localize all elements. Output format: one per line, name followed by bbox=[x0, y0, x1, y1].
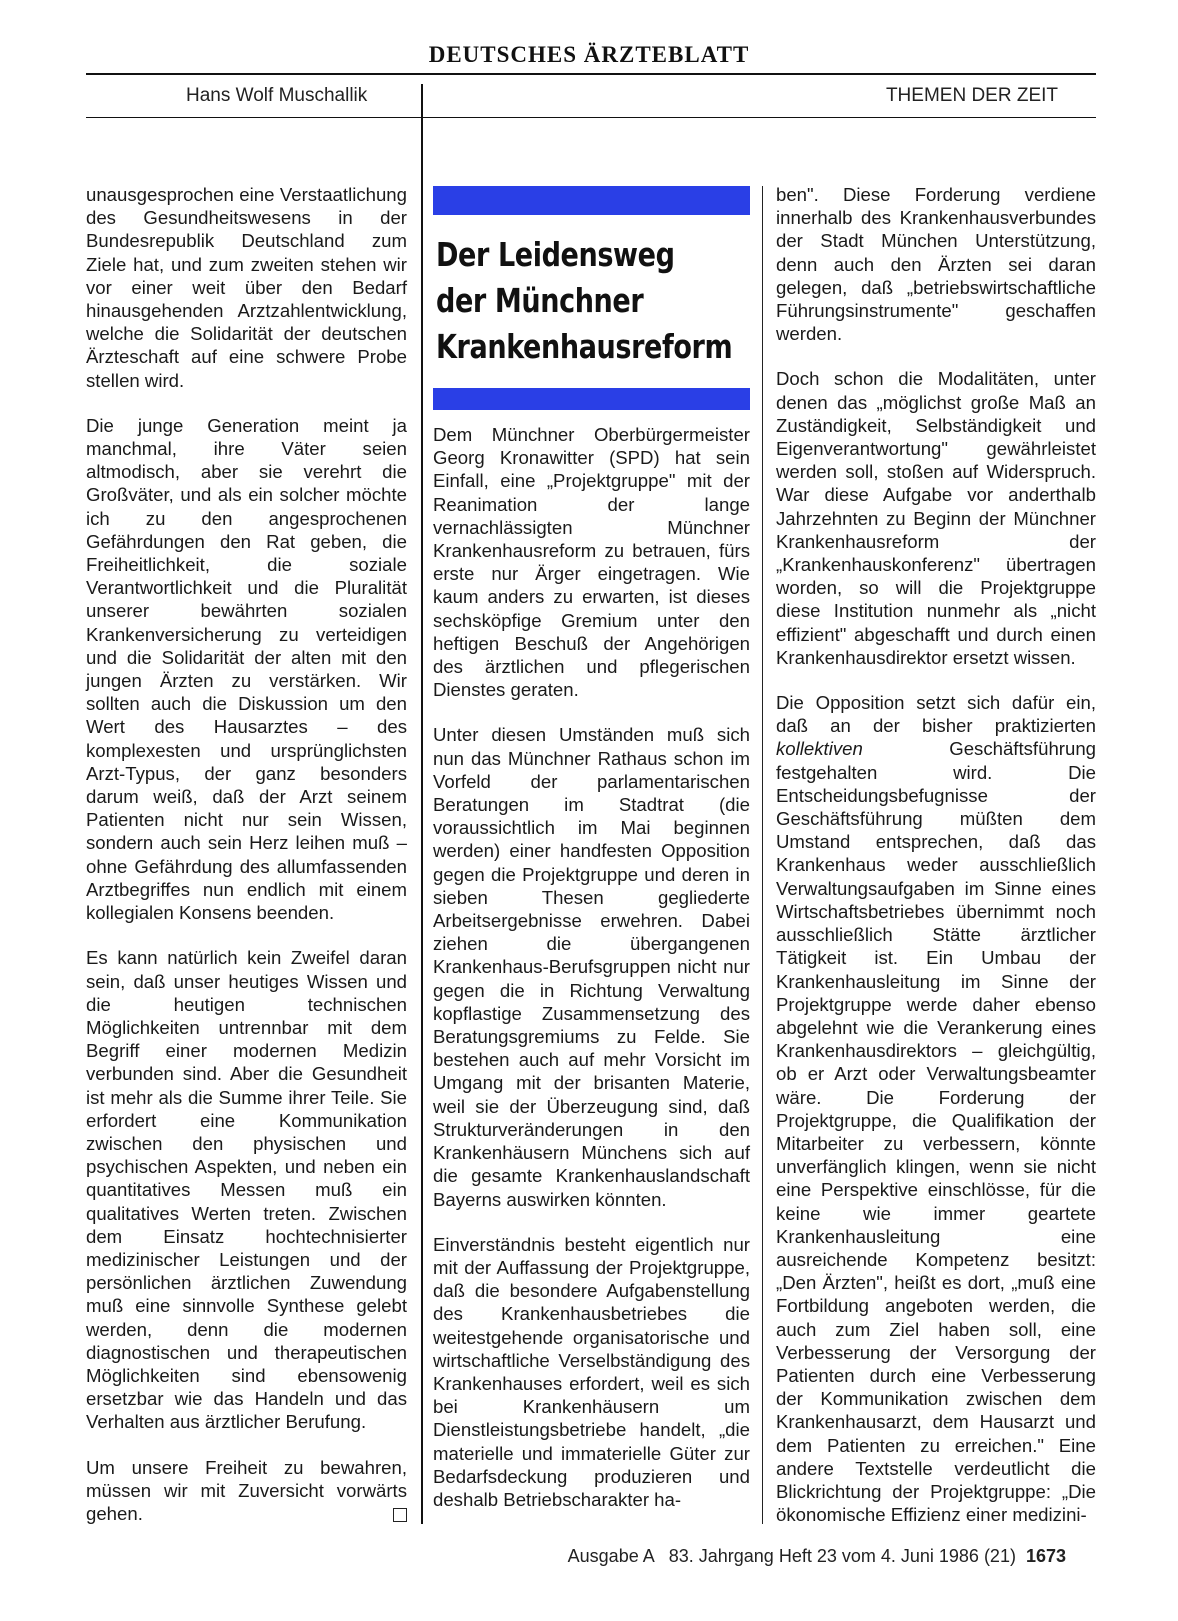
paragraph: ben". Diese Forderung verdiene innerhalb des Krankenhausverbundes der Stadt München Unterstützung, denn auch den Ärzten sei daran gelegen, daß „betriebswirtschaftliche Führungsinstrumente" geschaffen werden. bbox=[776, 184, 1096, 345]
paragraph: unausgesprochen eine Verstaatlichung des Gesundheitswesens in der Bundesrepublik Deutschland zum Ziele hat, und zum zweiten stehen wir vor einer weit über den Bedarf hinausgehenden Arztzahlentwicklung, welche die Solidarität der deutschen Ärzteschaft auf eine schwere Probe stellen wird. bbox=[86, 184, 407, 391]
header-rule bbox=[86, 117, 1096, 118]
paragraph-text: Geschäftsführung festgehalten wird. Die Entscheidungsbefugnisse der Geschäftsführung müßten dem Umstand entsprechen, daß das Krankenhaus weder ausschließlich Verwaltungsaufgaben im Sinne eines Wirtschaftsbetriebes übernimmt noch ausschließlich Stätte ärztlicher Tätigkeit ist. Ein Umbau der Krankenhausleitung im Sinne der Projektgruppe werde daher ebenso abgelehnt wie die Verankerung eines Krankenhausdirektors – gleichgültig, ob er Arzt oder Verwaltungsbeamter wäre. Die Forderung der Projektgruppe, die Qualifikation der Mitarbeiter zu verbessern, könnte unverfänglich klingen, wenn sie nicht eine Perspektive einschlösse, für die keine wie immer geartete Krankenhausleitung eine ausreichende Kompetenz besitzt: „Den Ärzten", heißt es dort, „muß eine Fortbildung angeboten werden, die auch zum Ziel haben soll, eine Verbesserung der Versorgung der Patienten durch eine Verbesserung der Kommunikation zwischen dem Krankenhausarzt, dem Hausarzt und dem Patienten zu erreichen." Eine andere Textstelle verdeutlicht die Blickrichtung der Projektgruppe: „Die ökonomische Effizienz einer medizini- bbox=[776, 738, 1096, 1526]
column-2 bbox=[433, 423, 750, 1533]
paragraph: Es kann natürlich kein Zweifel daran sein, daß unser heutiges Wissen und die heutigen technischen Möglichkeiten untrennbar mit dem Begriff einer modernen Medizin verbunden sind. Aber die Gesundheit ist mehr als die Summe ihrer Teile. Sie erfordert eine Kommunikation zwischen den physischen und psychischen Aspekten, und neben ein quantitatives Messen muß ein qualitatives Werten treten. Zwischen dem Einsatz hochtechnisierter medizinischer Leistungen und der persönlichen ärztlichen Zuwendung muß eine sinnvolle Synthese gelebt werden, denn die modernen diagnostischen und therapeutischen Möglichkeiten sind ebensowenig ersetzbar wie das Handeln und das Verhalten aus ärztlicher Berufung. bbox=[86, 947, 407, 1433]
column-1 bbox=[86, 183, 407, 1547]
paragraph: Dem Münchner Oberbürgermeister Georg Kronawitter (SPD) hat sein Einfall, eine „Projektgruppe" mit der Reanimation der lange vernachlässigten Münchner Krankenhausreform zu betrauen, fürs erste nur Ärger eingetragen. Wie kaum anders zu erwarten, ist dieses sechsköpfige Gremium unter den heftigen Beschuß der Angehörigen des ärztlichen und pflegerischen Dienstes geraten. bbox=[433, 424, 750, 701]
paragraph-final bbox=[86, 1456, 407, 1526]
column-divider-secondary bbox=[762, 186, 763, 1524]
paragraph bbox=[776, 691, 1096, 1526]
end-of-article-icon bbox=[393, 1508, 407, 1522]
masthead: DEUTSCHES ÄRZTEBLATT bbox=[428, 42, 750, 67]
headline-line: Der Leidensweg bbox=[436, 235, 675, 274]
page-number: 1673 bbox=[1025, 1546, 1066, 1566]
issue-info: Ausgabe A 83. Jahrgang Heft 23 vom 4. Juni 1986 (21) bbox=[567, 1546, 1016, 1566]
page-footer bbox=[568, 1546, 1066, 1567]
paragraph-text: Die Opposition setzt sich dafür ein, daß an der bisher praktizierten bbox=[776, 692, 1096, 737]
paragraph: Einverständnis besteht eigentlich nur mit der Auffassung der Projektgruppe, daß die besondere Aufgabenstellung des Krankenhausbetriebes die weitestgehende organisatorische und wirtschaftliche Verselbständigung des Krankenhauses erfordert, weil es sich bei Krankenhäusern um Dienstleistungsbetriebe handelt, „die materielle und immaterielle Güter zur Bedarfsdeckung produzieren und deshalb Betriebscharakter ha- bbox=[433, 1233, 750, 1510]
column-divider-main bbox=[421, 84, 423, 1524]
section-title: THEMEN DER ZEIT bbox=[885, 85, 1058, 106]
headline-bar-top bbox=[433, 186, 750, 215]
headline-line: der Münchner bbox=[436, 281, 644, 320]
column-3 bbox=[776, 183, 1096, 1548]
paragraph: Die junge Generation meint ja manchmal, ihre Väter seien altmodisch, aber sie verehrt die Großväter, und als ein solcher möchte ich zu den angesprochenen Gefährdungen den Rat geben, die Freiheitlichkeit, die soziale Verantwortlichkeit und die Pluralität unserer bewährten sozialen Krankenversicherung zu verteidigen und die Solidarität der alten mit den jungen Ärzten zu verstärken. Wir sollten auch die Diskussion um den Wert des Hausarztes – des komplexesten und ursprünglichsten Arzt-Typus, der ganz besonders darum weiß, daß der Arzt seinem Patienten nicht nur sein Wissen, sondern auch sein Herz leihen muß – ohne Gefährdung des allumfassenden Arztbegriffes nun endlich mit einem kollegialen Konsens beenden. bbox=[86, 414, 407, 924]
paragraph-text: Um unsere Freiheit zu bewahren, müssen wir mit Zuversicht vorwärts gehen. bbox=[86, 1456, 407, 1524]
article-headline bbox=[436, 232, 733, 370]
headline-line: Krankenhausreform bbox=[436, 327, 733, 366]
masthead-rule bbox=[86, 73, 1096, 75]
paragraph: Doch schon die Modalitäten, unter denen das „möglichst große Maß an Zuständigkeit, Selbständigkeit und Eigenverantwortung" gewährleistet werden soll, stoßen auf Widerspruch. War diese Aufgabe vor anderthalb Jahrzehnten zu Beginn der Münchner Krankenhausreform der „Krankenhauskonferenz" übertragen worden, so will die Projektgruppe diese Institution nunmehr als „nicht effizient" abgeschafft und durch einen Krankenhausdirektor ersetzt wissen. bbox=[776, 368, 1096, 668]
headline-bar-bottom bbox=[433, 388, 750, 410]
paragraph: Unter diesen Umständen muß sich nun das Münchner Rathaus schon im Vorfeld der parlamentarischen Beratungen im Stadtrat (die voraussichtlich im Mai beginnen werden) einer handfesten Opposition gegen die Projektgruppe und deren in sieben Thesen gegliederte Arbeitsergebnisse erwehren. Dabei ziehen die übergangenen Krankenhaus-Berufsgruppen nicht nur gegen die in Richtung Verwaltung kopflastige Zusammensetzung des Beratungsgremiums zu Felde. Sie bestehen auch auf mehr Vorsicht im Umgang mit der brisanten Materie, weil sie der Überzeugung sind, daß Strukturveränderungen in den Krankenhäusern Münchens sich auf die gesamte Krankenhauslandschaft Bayerns auswirken könnten. bbox=[433, 724, 750, 1210]
emphasis-text: kollektiven bbox=[776, 738, 863, 760]
author-name: Hans Wolf Muschallik bbox=[186, 85, 368, 106]
